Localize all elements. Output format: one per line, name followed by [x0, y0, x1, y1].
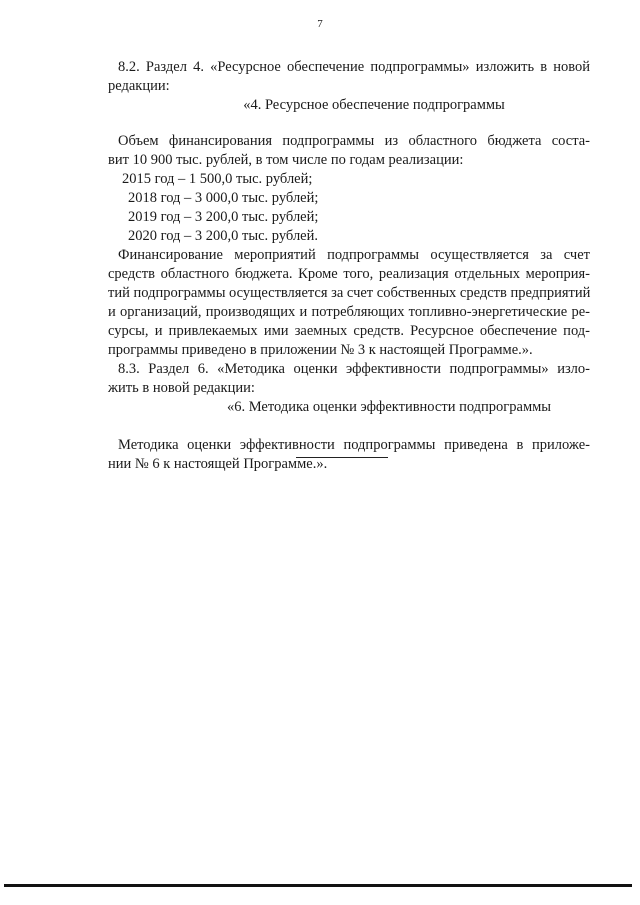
financing-para-line-2: средств областного бюджета. Кроме того, реализация отдельных мероприя- — [108, 266, 590, 282]
year-2020: 2020 год – 3 200,0 тыс. рублей. — [128, 228, 319, 244]
document-body — [108, 58, 591, 474]
page-bottom-border — [4, 884, 632, 887]
section-4-heading: «4. Ресурсное обеспечение подпрограммы — [243, 97, 505, 113]
financing-para-line-4: и организаций, производящих и потребляющих топливно-энергетические ре- — [108, 304, 590, 320]
financing-para-line-5: сурсы, и привлекаемых ими заемных средств. Ресурсное обеспечение под- — [108, 323, 590, 339]
year-2019: 2019 год – 3 200,0 тыс. рублей; — [128, 209, 319, 225]
methodology-line-2: нии № 6 к настоящей Программе.». — [108, 456, 328, 472]
funding-line-2: вит 10 900 тыс. рублей, в том числе по годам реализации: — [108, 152, 464, 168]
financing-para-line-6: программы приведено в приложении № 3 к настоящей Программе.». — [108, 342, 533, 358]
item-8-2-line-2: редакции: — [108, 78, 170, 94]
section-6-heading: «6. Методика оценки эффективности подпрограммы — [226, 399, 552, 415]
year-2015: 2015 год – 1 500,0 тыс. рублей; — [122, 171, 313, 187]
item-8-3-line-1: 8.3. Раздел 6. «Методика оценки эффективности подпрограммы» изло- — [118, 361, 590, 377]
funding-line-1: Объем финансирования подпрограммы из областного бюджета соста- — [118, 133, 590, 149]
financing-para-line-3: тий подпрограммы осуществляется за счет собственных средств предприятий — [108, 285, 591, 301]
end-of-text-rule — [296, 457, 388, 458]
item-8-3-line-2: жить в новой редакции: — [108, 380, 255, 396]
page-number: 7 — [317, 18, 323, 30]
item-8-2-line-1: 8.2. Раздел 4. «Ресурсное обеспечение подпрограммы» изложить в новой — [118, 59, 590, 75]
methodology-line-1: Методика оценки эффективности подпрограммы приведена в приложе- — [118, 437, 590, 453]
year-2018: 2018 год – 3 000,0 тыс. рублей; — [128, 190, 319, 206]
financing-para-line-1: Финансирование мероприятий подпрограммы осуществляется за счет — [118, 247, 590, 263]
